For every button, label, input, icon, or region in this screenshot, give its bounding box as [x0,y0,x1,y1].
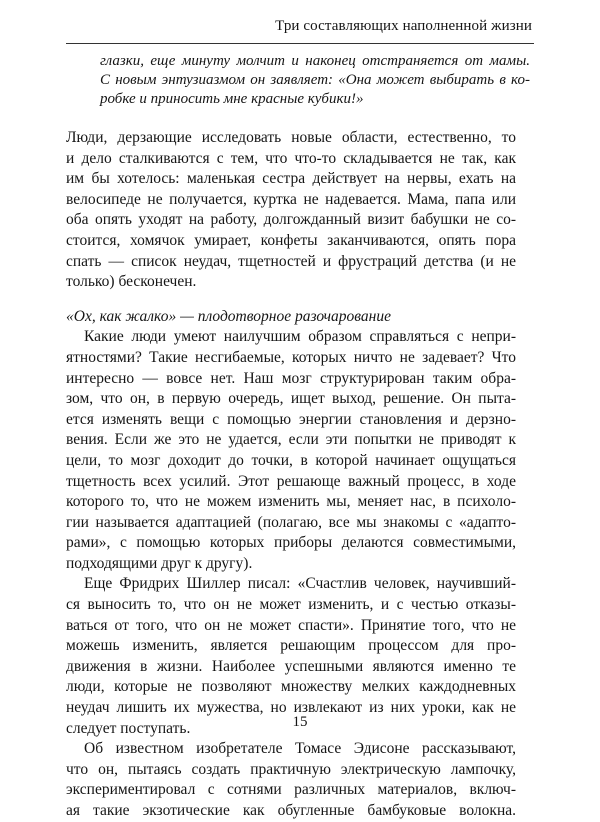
quote-block [100,52,530,109]
text-line: Об известном изобретателе Томасе Эдисоне рассказывают, [84,740,516,758]
text-line: Какие люди умеют наилучшим образом справляться с непри- [84,328,516,346]
paragraph-1 [66,128,516,293]
text-line: оба опять уходят на работу, долгожданный визит бабушки не со- [66,211,516,229]
text-line: велосипеде не получается, куртка не надевается. Мама, папа или [66,190,516,208]
text-line: спать — список неудач, тщетностей и фрустраций детства (и не [66,252,516,270]
text-line: Еще Фридрих Шиллер писал: «Счастлив человек, научивший- [84,575,516,593]
text-line: стоится, хомячок умирает, конфеты заканчиваются, опять пора [66,231,516,249]
page-number: 15 [292,714,308,730]
text-line: следует поступать. [66,719,191,737]
header-rule [66,43,534,44]
quote-line: робке и приносить мне красные кубики!» [100,91,364,107]
text-line: только) бесконечен. [66,273,197,291]
text-line: ятностями? Такие несгибаемые, которых ничто не задевает? Что [66,348,516,366]
text-line: гии называется адаптацией (полагаю, все мы знакомы с «адапто- [66,513,516,531]
quote-line: глазки, еще минуту молчит и наконец отстраняется от мамы. [100,53,530,69]
text-line: зом, что он, в первую очередь, ищет выход, решение. Он пыта- [66,390,516,408]
text-line: подходящими друг к другу). [66,554,253,572]
text-line: тщетность всех усилий. Этот решающе важный процесс, в ходе [66,472,516,490]
text-line: интересно — вовсе нет. Наш мозг структурирован таким обра- [66,369,516,387]
text-line: что он, пытаясь создать практичную электрическую лампочку, [66,760,516,778]
paragraph-4 [66,739,516,821]
text-line: ая такие экзотические как обугленные бамбуковые волокна. [66,802,516,819]
text-line: ется изменять вещи с помощью энергии становления и дерзно- [66,410,516,428]
paragraph-2 [66,327,516,574]
text-line: можешь изменить, является решающим процессом для про- [66,637,516,655]
quote-line: С новым энтузиазмом он заявляет: «Она может выбирать в ко- [100,72,530,88]
text-line: ваться от того, что он не может спасти». Принятие того, что не [66,616,516,634]
text-line: которого то, что не можем изменить мы, меняет нас, в психоло- [66,493,516,511]
running-head: Три составляющих наполненной жизни [275,18,532,34]
text-line: цели, то мозг доходит до точки, в которой начинает ощущаться [66,451,516,469]
text-line: вения. Если же это не удается, если эти попытки не приводят к [66,431,516,449]
text-line: движения в жизни. Наиболее успешными являются именно те [66,657,516,675]
text-line: рами», с помощью которых приборы делаются совместимыми, [66,534,516,552]
text-line: Люди, дерзающие исследовать новые области, естественно, то [66,129,516,146]
text-line: и дело сталкиваются с тем, что что-то складывается не так, как [66,149,516,167]
text-line: люди, которые не позволяют множеству мелких каждодневных [66,678,516,696]
text-line: неудач лишить их мужества, но извлекают из них уроки, как не [66,699,516,717]
section-subheading: «Ох, как жалко» — плодотворное разочарование [66,307,392,325]
text-line: ся выносить то, что он не может изменить, и с честью отказы- [66,596,516,614]
text-line: им бы хотелось: маленькая сестра действует на нервы, ехать на [66,170,516,188]
text-line: экспериментировал с сотнями различных материалов, включ- [66,781,516,799]
